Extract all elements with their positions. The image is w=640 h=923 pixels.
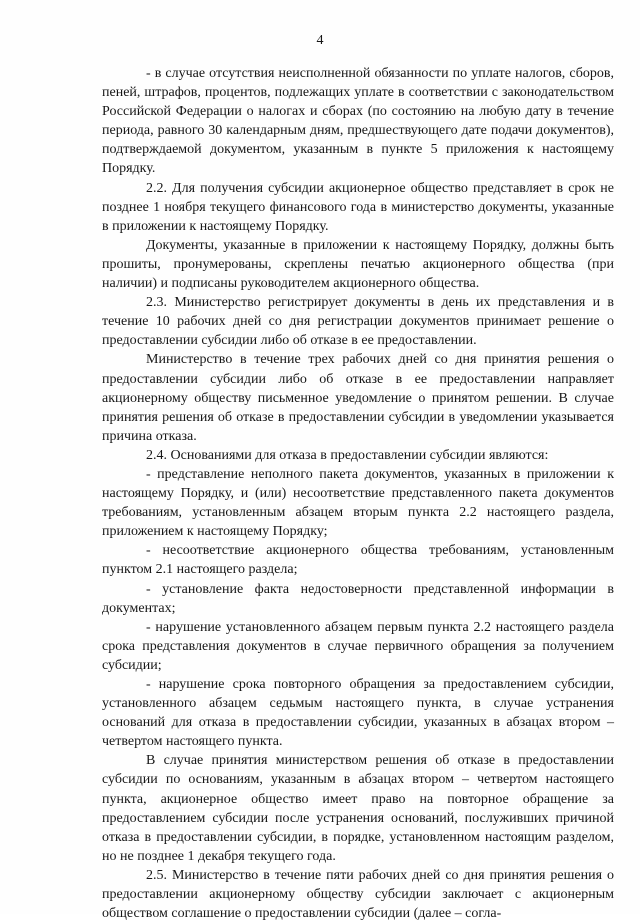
- list-item-deadline-violation: - нарушение установленного абзацем первым пункта 2.2 настоящего раздела срока представления документов в случае первичного обращения за получением субсидии;: [102, 619, 614, 673]
- paragraph-repeat-application: В случае принятия министерством решения об отказе в предоставлении субсидии по основаниям, указанным в абзацах втором – четвертом настоящего пункта, акционерное общество имеет право на повторное обращение за предоставлением субсидии после устранения оснований, послуживших причиной отказа в предоставлении субсидии, в порядке, установленном настоящим разделом, но не позднее 1 декабря текущего года.: [102, 753, 614, 864]
- list-item-repeat-deadline-violation: - нарушение срока повторного обращения за предоставлением субсидии, установленного абзацем седьмым настоящего пункта, в случае устранения оснований для отказа в предоставлении субсидии, указанных в абзацах втором – четвертом настоящего пункта.: [102, 677, 614, 750]
- paragraph-2-5: 2.5. Министерство в течение пяти рабочих дней со дня принятия решения о предоставлении акционерному обществу субсидии заключает с акционерным обществом соглашение о предоставлении субсидии (далее – согла-: [102, 867, 614, 922]
- paragraph-notification: Министерство в течение трех рабочих дней со дня принятия решения о предоставлении субсидии либо об отказе в ее предоставлении направляет акционерному обществу письменное уведомление о принятом решении. В случае принятия решения об отказе в предоставлении субсидии в уведомлении указывается причина отказа.: [102, 352, 614, 444]
- paragraph-tax-obligation: - в случае отсутствия неисполненной обязанности по уплате налогов, сборов, пеней, штрафов, процентов, подлежащих уплате в соответствии с законодательством Российской Федерации о налогах и сборах (по состоянию на любую дату в течение периода, равного 30 календарным дням, предшествующего дате подачи документов), подтверждаемой документом, указанным в пункте 5 приложения к настоящему Порядку.: [102, 66, 614, 177]
- paragraph-2-2: 2.2. Для получения субсидии акционерное общество представляет в срок не позднее 1 ноября текущего финансового года в министерство документы, указанные в приложении к настоящему Порядку.: [102, 180, 614, 234]
- list-item-noncompliance: - несоответствие акционерного общества требованиям, установленным пунктом 2.1 настоящего раздела;: [102, 543, 614, 578]
- list-item-incomplete-package: - представление неполного пакета документов, указанных в приложении к настоящему Порядку, и (или) несоответствие представленного пакета документов требованиям, установленным абзацем вторым пункта 2.2 настоящего раздела, приложением к настоящему Порядку;: [102, 466, 614, 540]
- paragraph-2-3: 2.3. Министерство регистрирует документы в день их представления и в течение 10 рабочих дней со дня регистрации документов принимает решение о предоставлении субсидии либо об отказе в ее предоставлении.: [102, 295, 614, 349]
- page-number: 4: [316, 33, 324, 48]
- document-body: [102, 64, 614, 923]
- paragraph-documents-requirements: Документы, указанные в приложении к настоящему Порядку, должны быть прошиты, пронумерованы, скреплены печатью акционерного общества (при наличии) и подписаны руководителем акционерного общества.: [102, 237, 614, 292]
- paragraph-2-4: 2.4. Основаниями для отказа в предоставлении субсидии являются:: [146, 447, 549, 463]
- list-item-false-information: - установление факта недостоверности представленной информации в документах;: [102, 581, 614, 616]
